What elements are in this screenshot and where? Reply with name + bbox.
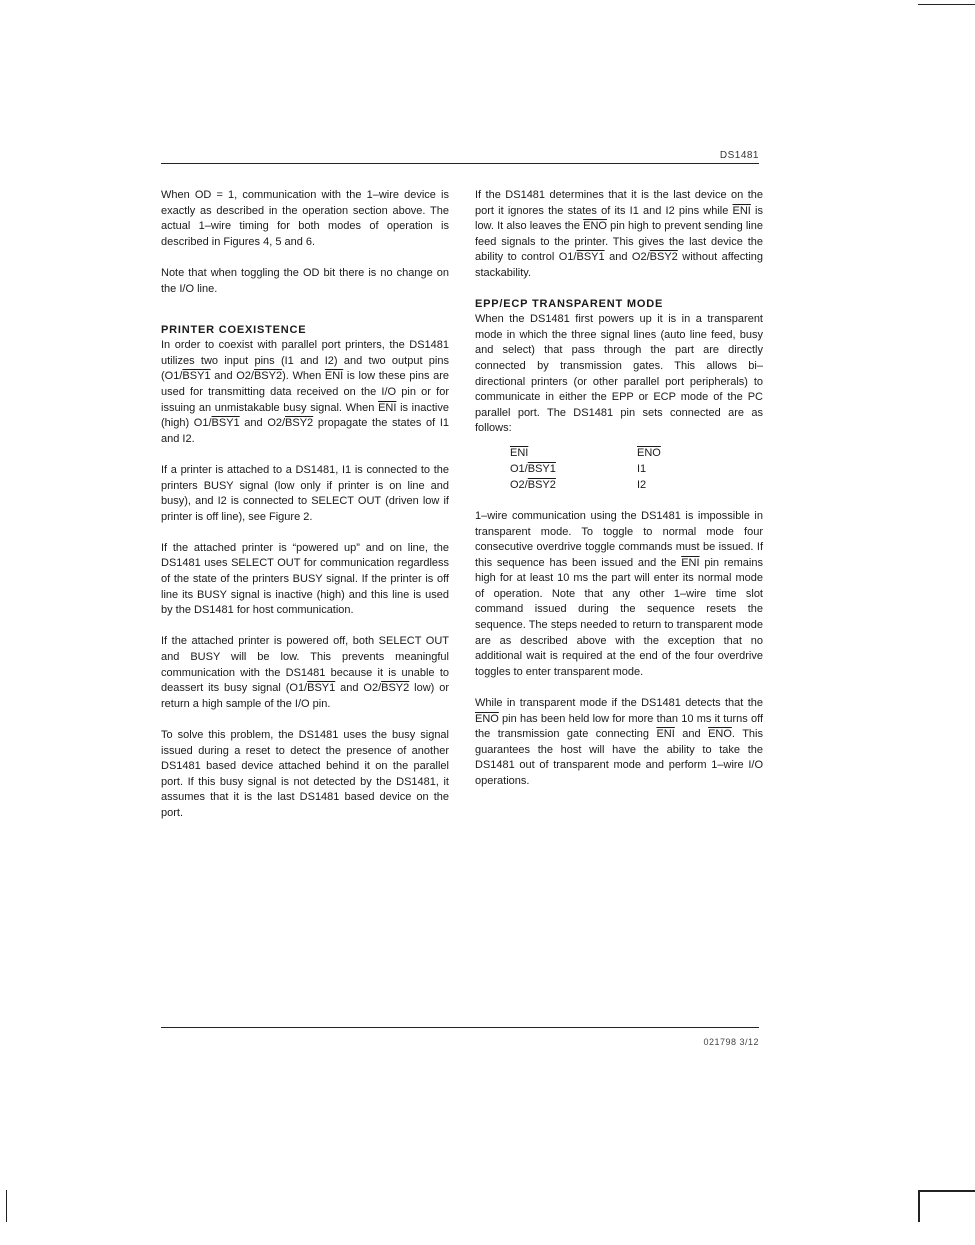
paragraph-solve-problem: To solve this problem, the DS1481 uses the busy signal issued during a reset to detect the presence of another DS1481 based device attached behind it on the parallel port. If this busy signal is not detected by the DS1481, it assumes that it is the last DS1481 based device on the port. <box>161 729 449 819</box>
crop-mark-bottom-right <box>918 1190 975 1192</box>
left-column <box>161 188 449 837</box>
paragraph-printer-powered-up: If the attached printer is “powered up” and on line, the DS1481 uses SELECT OUT for communication regardless of the state of the printers BUSY signal. If the printer is off line its BUSY signal is inactive (high) and this line is used by the DS1481 for host communication. <box>161 541 449 617</box>
header-rule <box>161 163 759 164</box>
paragraph-od-mode: When OD = 1, communication with the 1–wire device is exactly as described in the operation section above. The actual 1–wire timing for both modes of operation is described in Figures 4, 5 and 6. <box>161 189 449 248</box>
pin-set-row: $\overline{ENI}$ $\overline{ENO}$ <box>510 446 661 459</box>
paragraph-printer-powered-off: If the attached printer is powered off, both SELECT OUT and BUSY will be low. This prevents meaningful communication with the DS1481 because it is unable to deassert its busy signal (O1/BSY1 and O2/BSY2 low) or return a high sample of the I/O pin. <box>161 635 449 710</box>
footer-rule <box>161 1027 759 1028</box>
pin-set-row: O2/BSY2 I2 <box>510 478 647 491</box>
paragraph-printer-attached: If a printer is attached to a DS1481, I1 is connected to the printers BUSY signal (low only if printer is on line and busy), and I2 is connected to SELECT OUT (driven low if printer is off line), see Figure 2. <box>161 463 449 523</box>
pin-sets-table <box>510 445 763 493</box>
paragraph-last-device: If the DS1481 determines that it is the last device on the port it ignores the states of its I1 and I2 pins while $\overline{ENI}$ is low. It also leaves the $\overline{ENO}$ pin high to prevent sending line feed signals to the printer. This gives the last device the ability to control O1/BSY1 and O2/BSY2 without affecting stackability. <box>475 189 764 279</box>
section-heading-epp-ecp: EPP/ECP TRANSPARENT MODE <box>475 298 664 311</box>
paragraph-eno-held-low: While in transparent mode if the DS1481 detects that the $\overline{ENO}$ pin has been held low for more than 10 ms it turns off the transmission gate connecting $\overline{ENI}$ and $\overline{ENO}$. This guarantees the host will have the ability to take the DS1481 out of transparent mode and perform 1–wire I/O operations. <box>475 697 763 787</box>
footer-code: 021798 3/12 <box>703 1037 759 1047</box>
section-heading-printer-coexistence: PRINTER COEXISTENCE <box>161 324 307 337</box>
right-column <box>475 188 763 805</box>
paragraph-normal-mode-toggle: 1–wire communication using the DS1481 is impossible in transparent mode. To toggle to normal mode four consecutive overdrive toggle commands must be issued. If this sequence has been issued and the $\overline{ENI}$ pin remains high for at least 10 ms the part will enter its normal mode of operation. Note that any other 1–wire time slot command issued during the sequence resets the sequence. The steps needed to return to transparent mode are as described above with the exception that no additional wait is required at the end of the four overdrive toggles to enter transparent mode. <box>475 509 763 678</box>
crop-mark-top-right <box>918 4 975 5</box>
paragraph-od-toggle-note: Note that when toggling the OD bit there is no change on the I/O line. <box>161 266 449 295</box>
paragraph-printer-pins: In order to coexist with parallel port printers, the DS1481 utilizes two input pins (I1 and I2) and two output pins (O1/BSY1 and O2/BSY2). When $\overline{ENI}$ is low these pins are used for transmitting data received on the I/O pin or for issuing an unmistakable busy signal. When $\overline{ENI}$ is inactive (high) O1/BSY1 and O2/BSY2 propagate the states of I1 and I2. <box>161 339 450 445</box>
pin-set-row: O1/BSY1 I1 <box>510 462 647 475</box>
crop-mark-bottom-left <box>6 1190 7 1222</box>
crop-mark-bottom-right-vertical <box>918 1190 920 1222</box>
paragraph-transparent-mode: When the DS1481 first powers up it is in a transparent mode in which the three signal lines (auto line feed, busy and select) that pass through the part are directly connected by transmission gates. This allows bi–directional printers (or other parallel port peripherals) to communicate in either the EPP or ECP mode of the PC parallel port. The DS1481 pin sets connected are as follows: <box>475 313 763 435</box>
header-doc-id: DS1481 <box>719 150 759 161</box>
